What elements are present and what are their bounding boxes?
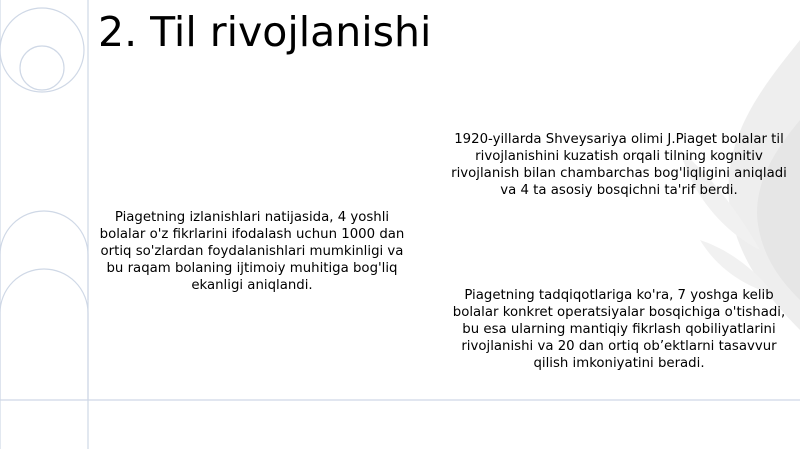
decor-arch-lower: [0, 269, 88, 400]
slide-title: 2. Til rivojlanishi: [98, 8, 432, 56]
paragraph-right-top: 1920-yillarda Shveysariya olimi J.Piaget bolalar til rivojlanishini kuzatish orqali tilning kognitiv rivojlanish bilan chambarchas bog'liqligini aniqladi va 4 ta asosiy bosqichni ta'rif berdi.: [451, 132, 787, 198]
decor-circle-small: [20, 46, 64, 90]
paragraph-left: Piagetning izlanishlari natijasida, 4 yoshli bolalar o'z fikrlarini ifodalash uchun 1000 dan ortiq so'zlardan foydalanishlari mumkinligi va bu raqam bolaning ijtimoiy muhitiga bog'liq ekanligi aniqlandi.: [99, 210, 405, 293]
decor-arch-upper: [0, 211, 88, 300]
paragraph-right-bottom: Piagetning tadqiqotlariga ko'ra, 7 yoshga kelib bolalar konkret operatsiyalar bosqichiga o'tishadi, bu esa ularning mantiqiy fikrlash qobiliyatlarini rivojlanishi va 20 dan ortiq ob’ektlarni tasavvur qilish imkoniyatini beradi.: [452, 288, 786, 371]
decor-circle-large: [0, 8, 84, 92]
